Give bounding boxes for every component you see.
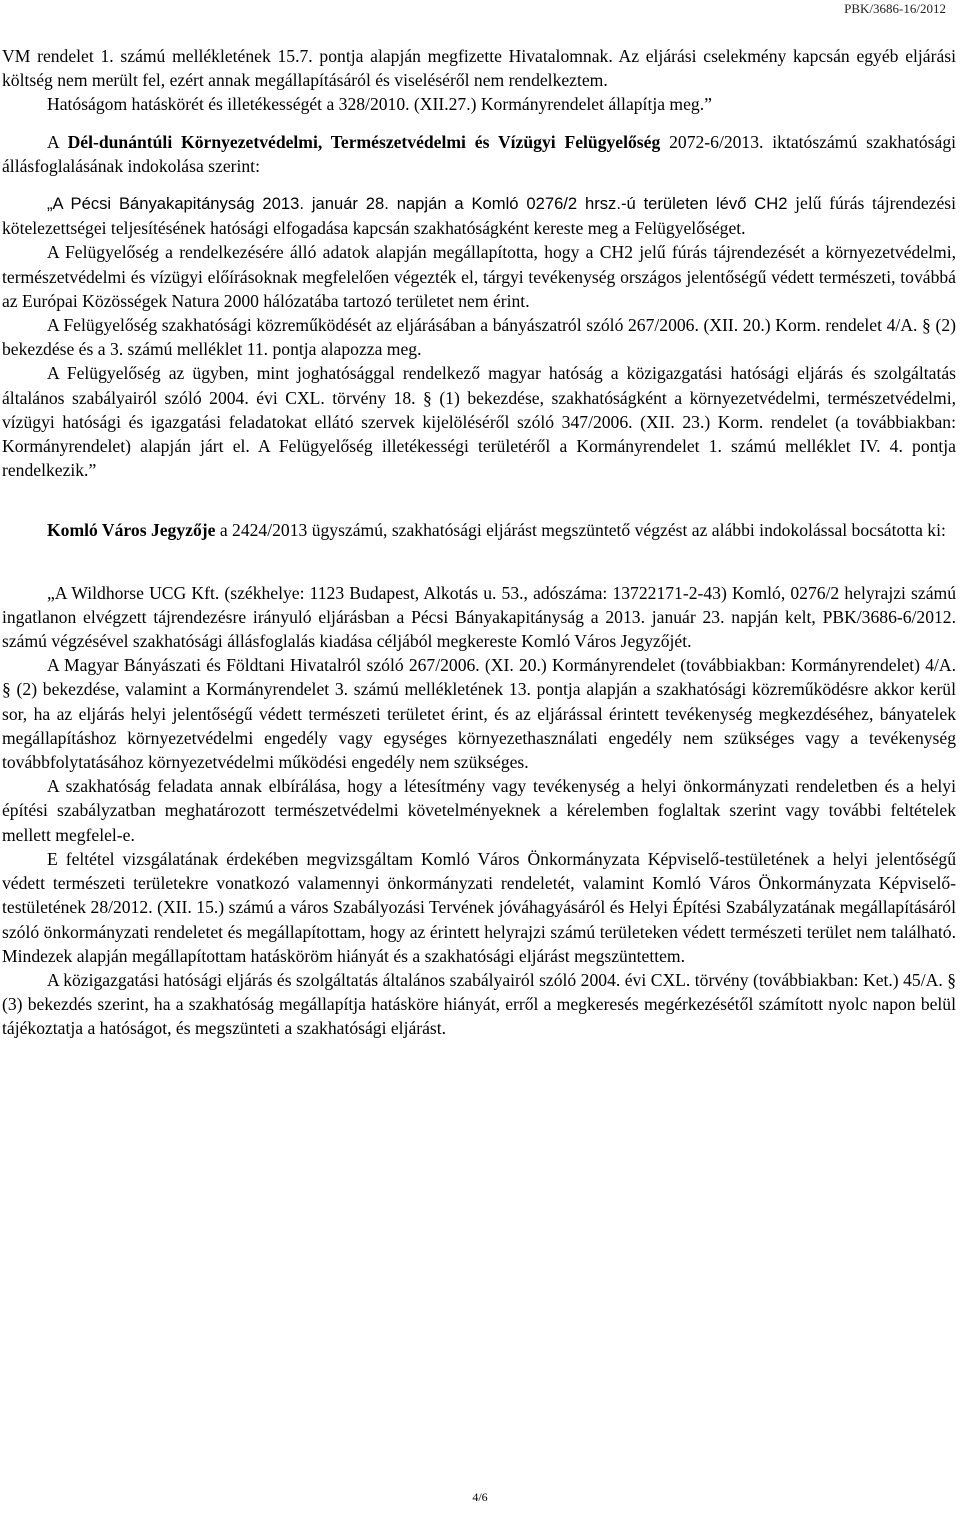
paragraph-legal-basis: A Felügyelőség szakhatósági közreműködését az eljárásában a bányászatról szóló 267/2006. (XII. 20.) Korm. rendelet 4/A. § (2) bekezdése és a 3. számú melléklet 11. pontja alapozza meg.	[2, 315, 956, 360]
inspectorate-name: Dél-dunántúli Környezetvédelmi, Természetvédelmi és Vízügyi Felügyelőség	[67, 131, 661, 152]
page-number: 4/6	[472, 1490, 488, 1504]
paragraph-findings: A Felügyelőség a rendelkezésére álló adatok alapján megállapította, hogy a CH2 jelű fúrás tájrendezését a környezetvédelmi, természetvédelmi és vízügyi előírásoknak megfelelően végezték el, tárgyi tevékenység országos jelentőségű védett természeti, továbbá az Európai Közösségek Natura 2000 hálózatába tartozó területet nem érint.	[2, 242, 956, 311]
paragraph-mining-decree: A Magyar Bányászati és Földtani Hivatalról szóló 267/2006. (XI. 20.) Kormányrendelet (továbbiakban: Kormányrendelet) 4/A. § (2) bekezdése, valamint a Kormányrendelet 3. számú mellékletének 13. pontja alapján a szakhatósági közreműködésre akkor kerül sor, ha az eljárás helyi jelentőségű védett természeti területet érint, és az eljárással érintett tevékenység megkezdéséhez, bányatelek megállapításhoz környezetvédelmi engedély vagy egységes környezethasználati engedély nem szükséges vagy a tevékenység továbbfolytatásához környezetvédelmi működési engedély nem szükséges.	[2, 655, 956, 773]
paragraph-competence: Hatóságom hatáskörét és illetékességét a 328/2010. (XII.27.) Kormányrendelet állapítja meg.”	[47, 94, 712, 115]
paragraph-ket-law: A közigazgatási hatósági eljárás és szolgáltatás általános szabályairól szóló 2004. évi CXL. törvény (továbbiakban: Ket.) 45/A. § (3) bekezdés szerint, ha a szakhatóság megállapítja hatásköre hiányát, erről a megkeresés megérkezésétől számított nyolc napon belül tájékoztatja a hatóságot, és megszünteti a szakhatósági eljárást.	[2, 969, 956, 1039]
paragraph-quote-start: „A Pécsi Bányakapitányság 2013. január 28. napján a Komló 0276/2 hrsz.-ú területen lévő CH2 jelű fúrás tájrendezési kötelezettségei teljesítésének hatósági elfogadása kapcsán szakhatóságként kereste meg a Felügyelőséget.	[2, 193, 957, 239]
notary-name: Komló Város Jegyzője	[47, 520, 216, 541]
document-body	[2, 44, 956, 1041]
paragraph-jurisdiction: A Felügyelőség az ügyben, mint joghatósággal rendelkező magyar hatóság a közigazgatási hatósági eljárás és szolgáltatás általános szabályairól szóló 2004. évi CXL. törvény 18. § (1) bekezdése, szakhatóságként a környezetvédelmi, természetvédelmi, vízügyi hatósági és igazgatási feladatokat ellátó szervek kijelöléséről szóló 347/2006. (XII. 23.) Korm. rendelet (a továbbiakban: Kormányrendelet) alapján járt el. A Felügyelőség illetékességi területéről a Kormányrendelet 1. számú melléklet IV. 4. pontja rendelkezik.”	[2, 363, 956, 481]
paragraph-wildhorse: „A Wildhorse UCG Kft. (székhelye: 1123 Budapest, Alkotás u. 53., adószáma: 13722171-2-43) Komló, 0276/2 helyrajzi számú ingatlanon elvégzett tájrendezésre irányuló eljárásban a Pécsi Bányakapitányság a 2013. január 23. napján kelt, PBK/3686-6/2012. számú végzésével szakhatósági állásfoglalás kiadása céljából megkereste Komló Város Jegyzőjét.	[2, 582, 956, 652]
paragraph-notary-intro: Komló Város Jegyzője a 2424/2013 ügyszámú, szakhatósági eljárást megszüntető végzést az alábbi indokolással bocsátotta ki:	[47, 520, 946, 541]
paragraph-authority-task: A szakhatóság feladata annak elbírálása, hogy a létesítmény vagy tevékenység a helyi önkormányzati rendeletben és a helyi építési szabályzatban meghatározott természetvédelmi követelményeknek a kérelemben foglaltak szerint vagy további feltételek mellett megfelel-e.	[2, 776, 956, 845]
paragraph-inspectorate-intro: A Dél-dunántúli Környezetvédelmi, Természetvédelmi és Vízügyi Felügyelőség 2072-6/2013. iktatószámú szakhatósági állásfoglalásának indokolása szerint:	[2, 131, 957, 176]
paragraph-fee-note: VM rendelet 1. számú mellékletének 15.7. pontja alapján megfizette Hivatalomnak. Az eljárási cselekmény kapcsán egyéb eljárási költség nem merült fel, ezért annak megállapításáról és viseléséről nem rendelkeztem.	[2, 46, 956, 91]
document-reference-number: PBK/3686-16/2012	[844, 1, 946, 16]
paragraph-examination: E feltétel vizsgálatának érdekében megvizsgáltam Komló Város Önkormányzata Képviselő-testületének a helyi jelentőségű védett természeti területekre vonatkozó valamennyi önkormányzati rendeletét, valamint Komló Város Önkormányzata Képviselő-testületének 28/2012. (XII. 15.) számú a város Szabályozási Tervének jóváhagyásáról és Helyi Építési Szabályzatának megállapításáról szóló önkormányzati rendeletet és megállapítottam, hogy az érintett helyrajzi számú területeken védett természeti terület nem található. Mindezek alapján megállapítottam hatásköröm hiányát és a szakhatósági eljárást megszüntettem.	[2, 848, 956, 966]
